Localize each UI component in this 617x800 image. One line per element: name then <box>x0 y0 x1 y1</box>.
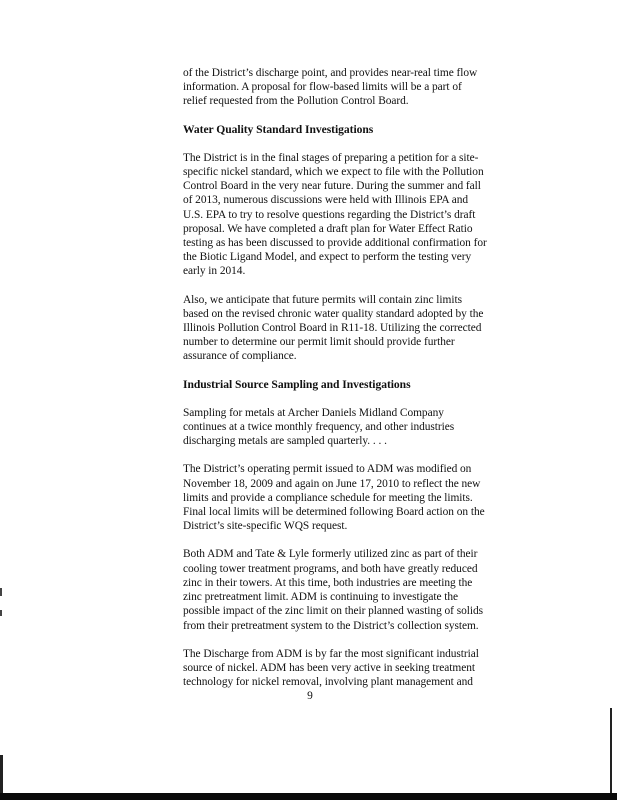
text-line: specific nickel standard, which we expect to file with the Pollution <box>183 166 484 179</box>
scan-edge-left <box>0 755 3 795</box>
text-line: Sampling for metals at Archer Daniels Midland Company <box>183 406 444 419</box>
text-line: information. A proposal for flow-based limits will be a part of <box>183 81 462 94</box>
text-line: limits and provide a compliance schedule for meeting the limits. <box>183 491 473 504</box>
text-line: number to determine our permit limit should provide further <box>183 336 455 349</box>
text-line: of the District’s discharge point, and provides near-real time flow <box>183 67 478 79</box>
scan-edge-bottom <box>0 793 617 800</box>
heading-water-quality: Water Quality Standard Investigations <box>183 122 374 136</box>
text-line: from their pretreatment system to the District’s collection system. <box>183 619 479 632</box>
paragraph-cooling-towers <box>183 547 511 632</box>
text-line: based on the revised chronic water quality standard adopted by the <box>183 307 484 320</box>
text-line: Illinois Pollution Control Board in R11-18. Utilizing the corrected <box>183 322 482 335</box>
scan-artifact <box>0 588 2 596</box>
scan-edge-right <box>610 708 612 794</box>
text-line: Control Board in the very near future. During the summer and fall <box>183 180 481 193</box>
text-line: The District is in the final stages of preparing a petition for a site- <box>183 151 479 164</box>
paragraph-nickel-discharge <box>183 647 511 690</box>
text-line: technology for nickel removal, involving plant management and <box>183 676 473 689</box>
text-line: The Discharge from ADM is by far the most significant industrial <box>183 647 479 660</box>
scan-artifact <box>0 610 2 616</box>
text-line: the Biotic Ligand Model, and expect to perform the testing very <box>183 251 472 264</box>
heading-industrial-source: Industrial Source Sampling and Investigations <box>183 377 411 391</box>
paragraph-operating-permit <box>183 462 511 533</box>
text-line: The District’s operating permit issued to ADM was modified on <box>183 463 472 476</box>
text-line: relief requested from the Pollution Control Board. <box>183 95 409 108</box>
text-line: Final local limits will be determined following Board action on the <box>183 506 485 519</box>
text-line: possible impact of the zinc limit on their planned wasting of solids <box>183 605 483 618</box>
text-line: Also, we anticipate that future permits will contain zinc limits <box>183 293 462 306</box>
text-line: zinc in their towers. At this time, both industries are meeting the <box>183 576 473 589</box>
text-line: U.S. EPA to try to resolve questions regarding the District’s draft <box>183 208 476 221</box>
text-line: discharging metals are sampled quarterly. . . . <box>183 435 387 448</box>
page-body <box>183 66 511 689</box>
page-number: 9 <box>307 690 313 702</box>
text-line: of 2013, numerous discussions were held with Illinois EPA and <box>183 194 469 207</box>
text-line: November 18, 2009 and again on June 17, 2010 to reflect the new <box>183 477 481 490</box>
text-line: zinc pretreatment limit. ADM is continuing to investigate the <box>183 591 459 604</box>
text-line: testing as has been discussed to provide additional confirmation for <box>183 237 487 250</box>
text-line: District’s site-specific WQS request. <box>183 520 348 533</box>
paragraph-zinc-limits <box>183 293 511 364</box>
text-line: Both ADM and Tate & Lyle formerly utilized zinc as part of their <box>183 548 478 561</box>
paragraph-nickel-standard <box>183 151 511 279</box>
paragraph-sampling <box>183 406 511 449</box>
text-line: assurance of compliance. <box>183 350 297 363</box>
text-line: source of nickel. ADM has been very active in seeking treatment <box>183 661 475 674</box>
paragraph-flow-relief <box>183 66 511 109</box>
text-line: continues at a twice monthly frequency, and other industries <box>183 421 455 434</box>
text-line: proposal. We have completed a draft plan for Water Effect Ratio <box>183 222 473 235</box>
text-line: early in 2014. <box>183 265 246 278</box>
text-line: cooling tower treatment programs, and both have greatly reduced <box>183 562 478 575</box>
